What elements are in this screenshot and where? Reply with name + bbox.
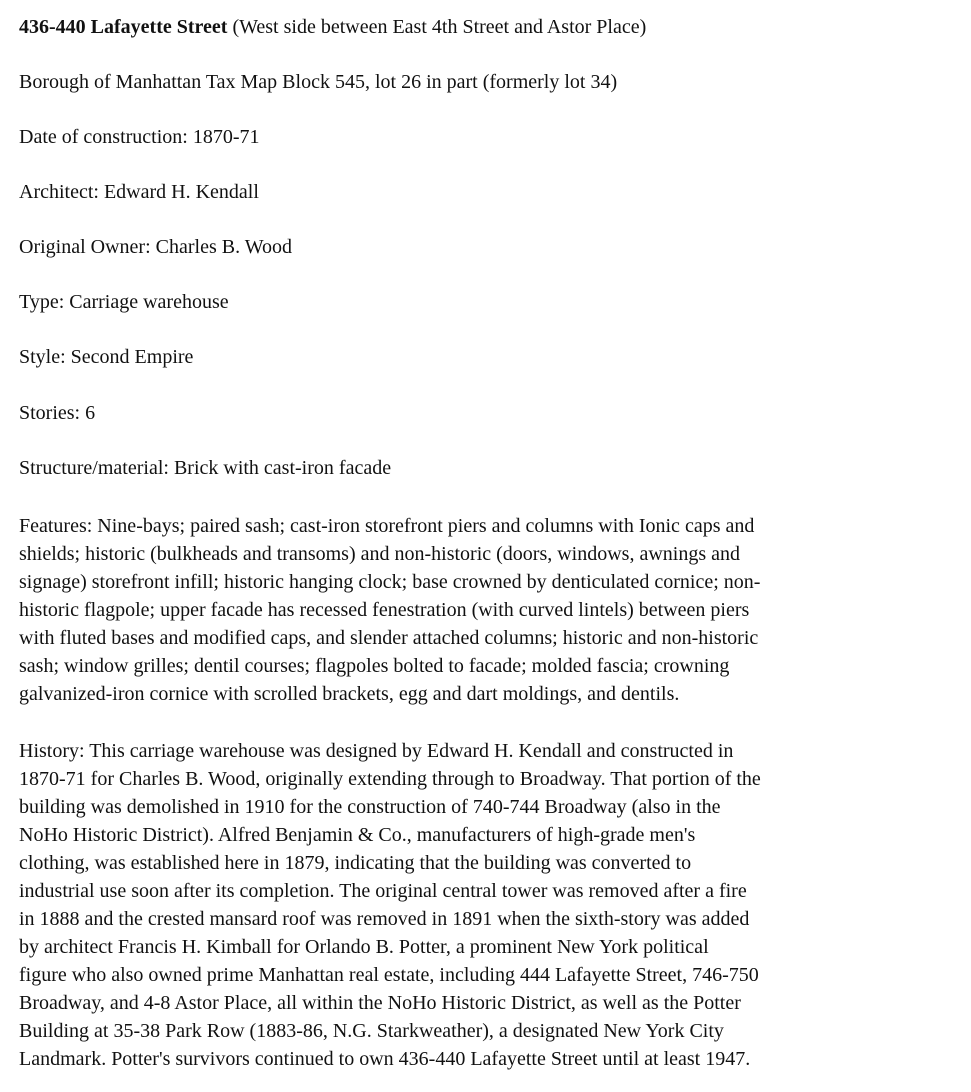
architect-line: Architect: Edward H. Kendall	[19, 181, 259, 203]
features-line: galvanized-iron cornice with scrolled brackets, egg and dart moldings, and dentils.	[19, 683, 680, 705]
features-line: historic flagpole; upper facade has recessed fenestration (with curved lintels) between piers	[19, 599, 750, 621]
history-line: figure who also owned prime Manhattan real estate, including 444 Lafayette Street, 746-750	[19, 964, 759, 986]
features-line: sash; window grilles; dentil courses; flagpoles bolted to facade; molded fascia; crowning	[19, 655, 730, 677]
features-line: with fluted bases and modified caps, and slender attached columns; historic and non-historic	[19, 627, 759, 649]
address-heading: 436-440 Lafayette Street	[19, 16, 228, 38]
tax-map-line: Borough of Manhattan Tax Map Block 545, lot 26 in part (formerly lot 34)	[19, 71, 618, 93]
history-line: by architect Francis H. Kimball for Orlando B. Potter, a prominent New York political	[19, 936, 709, 958]
history-line: 1870-71 for Charles B. Wood, originally extending through to Broadway. That portion of the	[19, 768, 761, 790]
location-text: (West side between East 4th Street and Astor Place)	[232, 16, 647, 38]
history-line: in 1888 and the crested mansard roof was removed in 1891 when the sixth-story was added	[19, 908, 750, 930]
structure-line: Structure/material: Brick with cast-iron facade	[19, 457, 392, 479]
history-line: industrial use soon after its completion. The original central tower was removed after a fire	[19, 880, 747, 902]
history-line: Landmark. Potter's survivors continued to own 436-440 Lafayette Street until at least 1947.	[19, 1048, 751, 1070]
history-line: Building at 35-38 Park Row (1883-86, N.G. Starkweather), a designated New York City	[19, 1020, 724, 1042]
date-line: Date of construction: 1870-71	[19, 126, 260, 148]
features-line: shields; historic (bulkheads and transoms) and non-historic (doors, windows, awnings and	[19, 543, 741, 565]
history-line: clothing, was established here in 1879, indicating that the building was converted to	[19, 852, 692, 874]
history-line: building was demolished in 1910 for the construction of 740-744 Broadway (also in the	[19, 796, 721, 818]
history-line: NoHo Historic District). Alfred Benjamin & Co., manufacturers of high-grade men's	[19, 824, 696, 846]
owner-line: Original Owner: Charles B. Wood	[19, 236, 292, 258]
title-line	[19, 14, 646, 40]
features-paragraph	[19, 512, 954, 708]
history-line: History: This carriage warehouse was designed by Edward H. Kendall and constructed in	[19, 740, 734, 762]
history-line: Broadway, and 4-8 Astor Place, all within the NoHo Historic District, as well as the Potter	[19, 992, 741, 1014]
features-line: signage) storefront infill; historic hanging clock; base crowned by denticulated cornice; non-	[19, 571, 761, 593]
style-line: Style: Second Empire	[19, 346, 194, 368]
history-paragraph	[19, 737, 954, 1073]
type-line: Type: Carriage warehouse	[19, 291, 229, 313]
stories-line: Stories: 6	[19, 402, 96, 424]
features-line: Features: Nine-bays; paired sash; cast-iron storefront piers and columns with Ionic caps and	[19, 515, 755, 537]
